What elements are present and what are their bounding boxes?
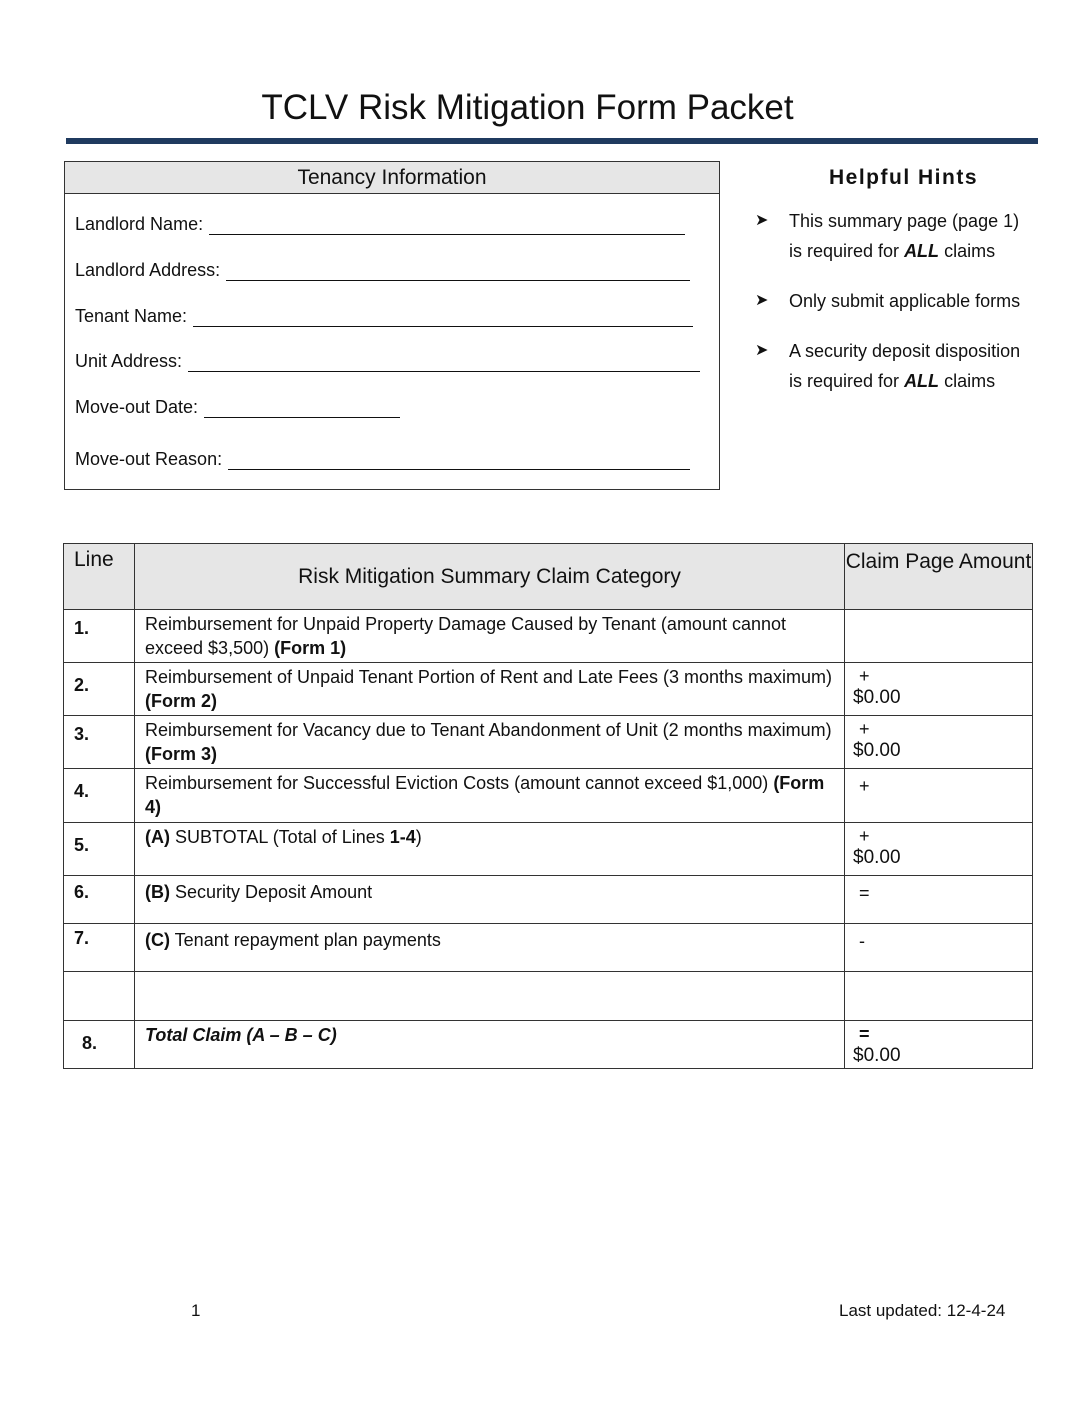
table-header-row (64, 544, 1033, 610)
arrow-bullet-icon: ➤ (755, 292, 769, 309)
unit-address-field (75, 351, 700, 372)
table-row (64, 769, 1033, 823)
tenant-name-input-line[interactable] (193, 308, 693, 327)
row-amount-cell[interactable]: = $0.00 (845, 1021, 1033, 1069)
page-number: 1 (191, 1301, 201, 1320)
row-line-number: 2. (64, 663, 135, 716)
landlord-name-field (75, 214, 685, 235)
hint-item: ➤ This summary page (page 1) is required for ALL claims (755, 206, 1030, 266)
row-line-number: 8. (64, 1021, 135, 1069)
table-row-total (64, 1021, 1033, 1069)
unit-address-label: Unit Address: (75, 351, 183, 371)
landlord-name-input-line[interactable] (209, 216, 685, 235)
landlord-address-label: Landlord Address: (75, 260, 221, 280)
table-row (64, 876, 1033, 924)
row-description: Total Claim (A – B – C) (135, 1021, 845, 1069)
row-description: (A) SUBTOTAL (Total of Lines 1-4) (135, 823, 845, 876)
row-description: (C) Tenant repayment plan payments (135, 924, 845, 972)
arrow-bullet-icon: ➤ (755, 342, 769, 359)
row-line-number: 7. (64, 924, 135, 972)
row-amount-cell[interactable]: - (845, 924, 1033, 972)
unit-address-input-line[interactable] (188, 353, 700, 372)
table-row (64, 663, 1033, 716)
move-out-date-input-line[interactable] (204, 399, 400, 418)
row-line-number: 3. (64, 716, 135, 769)
row-amount-cell[interactable] (845, 972, 1033, 1021)
table-row (64, 924, 1033, 972)
row-amount-cell[interactable]: + (845, 769, 1033, 823)
move-out-date-label: Move-out Date: (75, 397, 199, 417)
table-row-blank (64, 972, 1033, 1021)
hint-item: ➤ A security deposit disposition is required for ALL claims (755, 336, 1030, 396)
hints-heading: Helpful Hints (829, 166, 978, 189)
row-amount-cell[interactable] (845, 610, 1033, 663)
move-out-reason-label: Move-out Reason: (75, 449, 223, 469)
helpful-hints (755, 166, 1030, 416)
move-out-reason-input-line[interactable] (228, 451, 690, 470)
row-line-number: 5. (64, 823, 135, 876)
move-out-date-field (75, 397, 400, 418)
row-amount-cell[interactable]: + $0.00 (845, 663, 1033, 716)
title-divider (66, 138, 1038, 144)
row-description: (B) Security Deposit Amount (135, 876, 845, 924)
table-row (64, 716, 1033, 769)
landlord-address-field (75, 260, 690, 281)
tenancy-information-box (64, 161, 720, 490)
row-description: Reimbursement for Unpaid Property Damage Caused by Tenant (amount cannot exceed $3,500) (Form 1) (135, 610, 845, 663)
landlord-name-label: Landlord Name: (75, 214, 204, 234)
header-amount: Claim Page Amount (845, 544, 1033, 610)
hint-item: ➤ Only submit applicable forms (755, 286, 1030, 316)
landlord-address-input-line[interactable] (226, 262, 690, 281)
claim-summary-table (63, 543, 1033, 1069)
row-description: Reimbursement for Successful Eviction Costs (amount cannot exceed $1,000) (Form 4) (135, 769, 845, 823)
move-out-reason-field (75, 449, 690, 470)
row-amount-cell[interactable]: = (845, 876, 1033, 924)
row-description: Reimbursement for Vacancy due to Tenant Abandonment of Unit (2 months maximum) (Form 3) (135, 716, 845, 769)
table-row (64, 610, 1033, 663)
tenant-name-label: Tenant Name: (75, 306, 188, 326)
row-description (135, 972, 845, 1021)
page-title: TCLV Risk Mitigation Form Packet (261, 88, 794, 127)
row-line-number: 4. (64, 769, 135, 823)
tenancy-heading: Tenancy Information (65, 162, 719, 194)
last-updated: Last updated: 12-4-24 (839, 1301, 1006, 1320)
row-line-number (64, 972, 135, 1021)
header-line: Line (64, 544, 135, 610)
row-amount-cell[interactable]: + $0.00 (845, 823, 1033, 876)
row-line-number: 1. (64, 610, 135, 663)
row-line-number: 6. (64, 876, 135, 924)
row-description: Reimbursement of Unpaid Tenant Portion of Rent and Late Fees (3 months maximum) (Form 2) (135, 663, 845, 716)
header-category: Risk Mitigation Summary Claim Category (135, 544, 845, 610)
row-amount-cell[interactable]: + $0.00 (845, 716, 1033, 769)
table-row (64, 823, 1033, 876)
tenant-name-field (75, 306, 693, 327)
arrow-bullet-icon: ➤ (755, 212, 769, 229)
